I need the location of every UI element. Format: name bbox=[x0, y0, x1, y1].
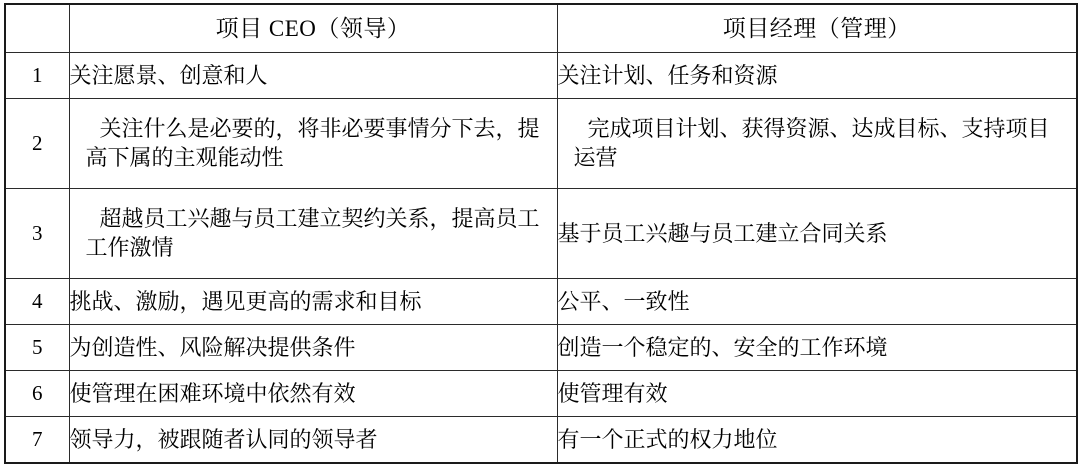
row-manager-text: 基于员工兴趣与员工建立合同关系 bbox=[557, 189, 1077, 279]
row-manager-text: 公平、一致性 bbox=[557, 279, 1077, 325]
table-row bbox=[5, 325, 1077, 371]
row-index: 3 bbox=[5, 189, 69, 279]
column-header-index bbox=[5, 4, 69, 53]
row-ceo-text: 关注愿景、创意和人 bbox=[69, 53, 557, 99]
table-row bbox=[5, 189, 1077, 279]
table-header-row bbox=[5, 4, 1077, 53]
row-manager-text: 有一个正式的权力地位 bbox=[557, 417, 1077, 464]
table-row bbox=[5, 53, 1077, 99]
ceo-vs-manager-table bbox=[4, 3, 1078, 464]
row-ceo-text: 使管理在困难环境中依然有效 bbox=[69, 371, 557, 417]
row-index: 7 bbox=[5, 417, 69, 464]
table-header bbox=[5, 4, 1077, 53]
table-row bbox=[5, 279, 1077, 325]
row-index: 6 bbox=[5, 371, 69, 417]
comparison-table-page bbox=[0, 3, 1080, 452]
row-ceo-text: 挑战、激励，遇见更高的需求和目标 bbox=[69, 279, 557, 325]
row-ceo-text: 关注什么是必要的，将非必要事情分下去，提高下属的主观能动性 bbox=[69, 99, 557, 189]
table-row bbox=[5, 371, 1077, 417]
row-manager-text: 关注计划、任务和资源 bbox=[557, 53, 1077, 99]
row-manager-text: 完成项目计划、获得资源、达成目标、支持项目运营 bbox=[557, 99, 1077, 189]
row-ceo-text: 领导力，被跟随者认同的领导者 bbox=[69, 417, 557, 464]
row-index: 1 bbox=[5, 53, 69, 99]
row-index: 2 bbox=[5, 99, 69, 189]
row-ceo-text: 为创造性、风险解决提供条件 bbox=[69, 325, 557, 371]
row-index: 5 bbox=[5, 325, 69, 371]
column-header-manager: 项目经理（管理） bbox=[557, 4, 1077, 53]
row-manager-text: 使管理有效 bbox=[557, 371, 1077, 417]
row-ceo-text: 超越员工兴趣与员工建立契约关系，提高员工工作激情 bbox=[69, 189, 557, 279]
table-body bbox=[5, 53, 1077, 464]
column-header-ceo: 项目 CEO（领导） bbox=[69, 4, 557, 53]
row-index: 4 bbox=[5, 279, 69, 325]
row-manager-text: 创造一个稳定的、安全的工作环境 bbox=[557, 325, 1077, 371]
table-row bbox=[5, 99, 1077, 189]
